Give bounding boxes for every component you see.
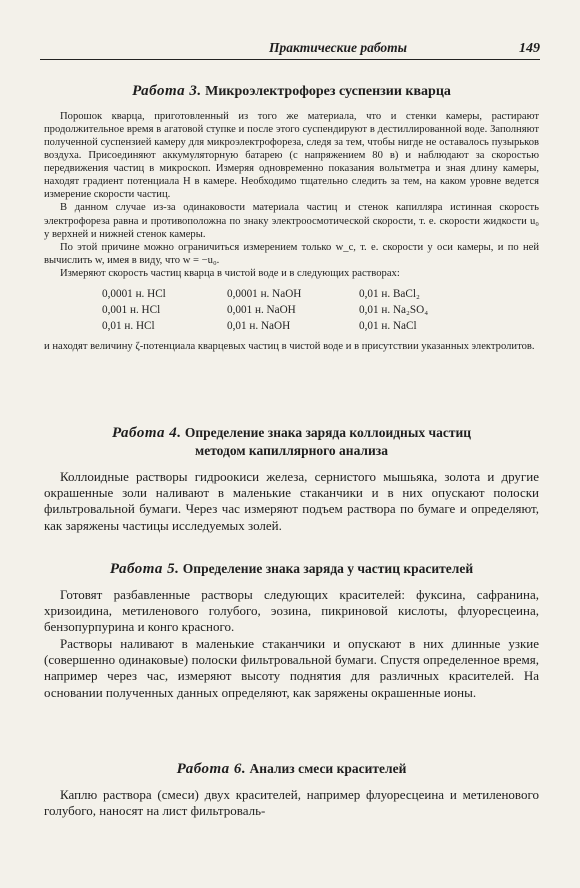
solutions-table [102,286,428,334]
solution-cell: 0,01 н. BaCl₂ [359,287,420,300]
work-3-closing: и находят величину ζ-потенциала кварцевых частиц в чистой воде и в присутствии указанных электролитов. [44,340,535,352]
work-4-heading [44,424,539,460]
work-4-title-line-1 [44,424,539,443]
solution-cell: 0,0001 н. NaOH [227,287,302,300]
work-5-heading [44,560,539,579]
work-5-title: Определение знака заряда у частиц красителей [182,561,474,576]
work-3-label: Работа 3. [132,83,202,99]
work-6-heading [44,760,539,779]
work-5-label: Работа 5. [109,561,180,577]
solution-cell: 0,01 н. NaOH [227,319,291,332]
solutions-row [102,302,428,318]
solution-cell: 0,01 н. HCl [102,319,155,332]
solution-cell: 0,001 н. HCl [102,303,161,316]
solution-cell: 0,001 н. NaOH [227,303,296,316]
work-3-title: Микроэлектрофорез суспензии кварца [205,84,451,99]
work-6-title: Анализ смеси красителей [249,761,407,776]
work-4-title-line-2: методом капиллярного анализа [195,442,388,458]
work-5-section [44,560,539,701]
work-3-paragraph-3: По этой причине можно ограничиться измерением только w_c, т. е. скорости у оси камеры, и по ней вычислить w, имея в виду, что w = −u₀. [44,241,539,266]
solution-cell: 0,0001 н. HCl [102,287,166,300]
work-5-paragraph-1: Готовят разбавленные растворы следующих красителей: фуксина, сафранина, хризоидина, метиленового голубого, эозина, пикриновой кислоты, флуоресцеина, бензопурпурина и конго красного. [44,586,539,635]
work-4-paragraph-1: Коллоидные растворы гидроокиси железа, сернистого мышьяка, золота и другие окрашенные золи наливают в маленькие стаканчики и в них опускают полоски фильтровальной бумаги. Через час измеряют подъем раствора по бумаге и определяют, как заряжены частицы исследуемых золей. [44,468,539,533]
work-3-paragraph-2: В данном случае из-за одинаковости материала частиц и стенок капилляра истинная скорость электрофореза равна и противоположна по знаку электроосмотической скорости, т. е. скорости жидкости u₀ у верхней и нижней стенок камеры. [44,202,539,240]
work-6-label: Работа 6. [176,761,247,777]
work-3-paragraph-1: Порошок кварца, приготовленный из того же материала, что и стенки камеры, растирают продолжительное время в агатовой ступке и после этого суспендируют в дестиллированной воде. Заполняют полученной суспензией камеру для микроэлектрофореза, следя за тем, чтобы нигде не оставалось пузырьков воздуха. Присоединяют аккумуляторную батарею (с напряжением 80 в) и наблюдают за скоростью передвижения частиц в микроскоп. Измеряя одновременно показания вольтметра и зная длину камеры, находят градиент потенциала H в камере. Необходимо тщательно следить за тем, на каком уровне ведется измерение скорости частиц. [44,110,539,201]
work-4-title: Определение знака заряда коллоидных частиц [184,425,472,440]
work-3-heading [44,82,539,101]
work-5-paragraph-2: Растворы наливают в маленькие стаканчики и опускают в них длинные узкие (совершенно одинаковые) полоски фильтровальной бумаги. Спустя определенное время, например через час, измеряют высоту поднятия для различных красителей. На основании полученных данных определяют, как заряжены окрашенные ионы. [44,635,539,700]
work-4-label: Работа 4. [111,425,182,441]
running-title: Практические работы [269,40,407,55]
work-3-paragraph-4: Измеряют скорость частиц кварца в чистой воде и в следующих растворах: [60,267,400,279]
work-6-section [44,760,539,819]
running-header [40,40,540,60]
solutions-row [102,286,428,302]
page-number: 149 [519,41,540,56]
work-6-paragraph-1: Каплю раствора (смеси) двух красителей, например флуоресцеина и метиленового голубого, наносят на лист фильтроваль- [44,786,539,819]
work-4-section [44,424,539,534]
solution-cell: 0,01 н. Na₂SO₄ [359,303,429,316]
solution-cell: 0,01 н. NaCl [359,319,417,332]
solutions-row [102,318,428,334]
work-3-section [44,82,539,353]
